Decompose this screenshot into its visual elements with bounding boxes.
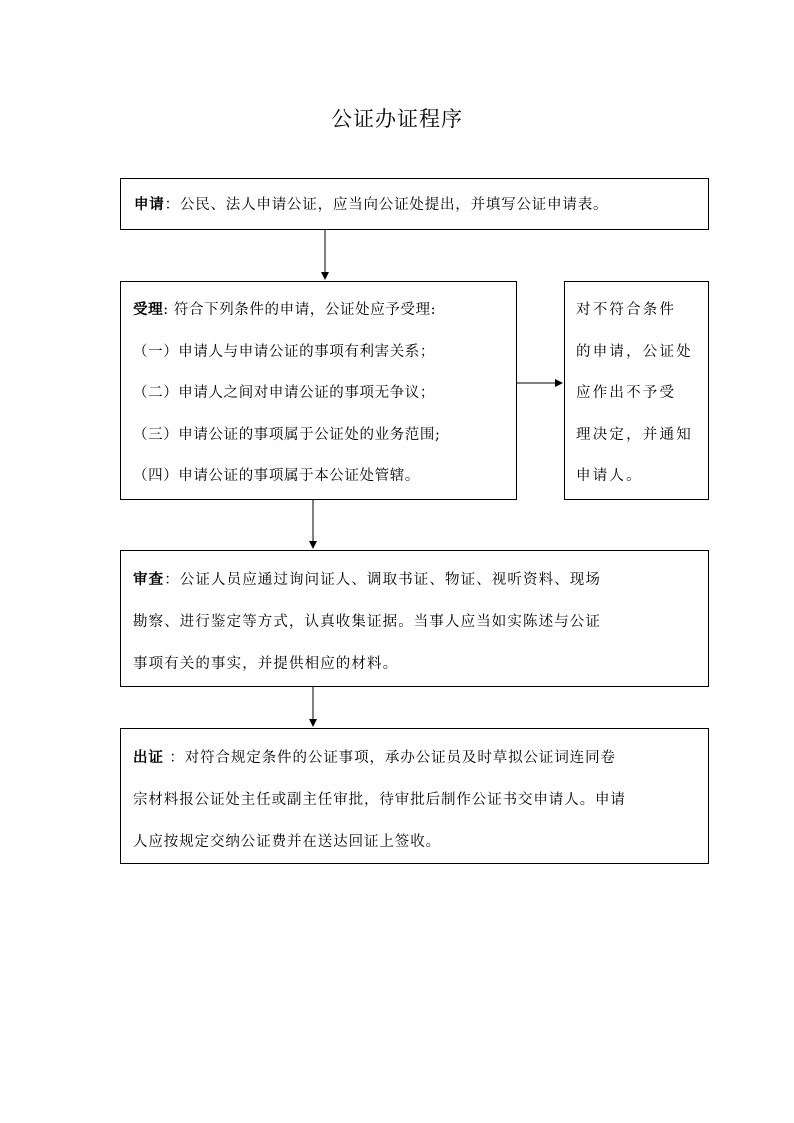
issue-first-line: [133, 746, 708, 788]
reject-box: [564, 281, 709, 500]
accept-label: 受理: [133, 301, 164, 318]
accept-box: [120, 281, 517, 500]
review-line1: ：公证人员应通过询问证人、调取书证、物证、视听资料、现场: [164, 572, 602, 588]
review-line: 勘察、进行鉴定等方式，认真收集证据。当事人应当如实陈述与公证: [133, 614, 601, 630]
apply-text: ：公民、法人申请公证，应当向公证处提出，并填写公证申请表。: [164, 197, 609, 213]
issue-box: [120, 728, 709, 864]
accept-item: （一）申请人与申请公证的事项有利害关系；: [133, 343, 435, 360]
issue-line1: ：对符合规定条件的公证事项，承办公证员及时草拟公证词连同卷: [163, 750, 616, 766]
issue-line: 人应按规定交纳公证费并在送达回证上签收。: [133, 834, 441, 850]
apply-label: 申请: [134, 196, 165, 213]
review-label: 审查: [133, 571, 165, 588]
review-first-line: [133, 568, 708, 610]
apply-box: [120, 178, 709, 230]
review-box: [120, 550, 709, 687]
issue-label: 出证: [133, 749, 164, 766]
reject-line: 对不符合条件: [576, 302, 677, 318]
reject-line: 的申请，公证处: [576, 343, 693, 360]
reject-line: 应作出不予受: [576, 385, 677, 401]
accept-item: （四）申请公证的事项属于本公证处管辖。: [133, 468, 420, 484]
page-title: 公证办证程序: [331, 107, 463, 131]
accept-intro: : 符合下列条件的申请，公证处应予受理:: [163, 302, 437, 318]
issue-line: 宗材料报公证处主任或副主任审批，待审批后制作公证书交申请人。申请: [133, 792, 626, 808]
review-line: 事项有关的事实，并提供相应的材料。: [133, 656, 399, 672]
accept-item: （二）申请人之间对申请公证的事项无争议；: [133, 385, 435, 401]
accept-item: （三）申请公证的事项属于公证处的业务范围;: [133, 426, 441, 443]
reject-line: 申请人。: [576, 468, 643, 484]
accept-intro-line: [133, 298, 516, 340]
reject-line: 理决定，并通知: [576, 426, 693, 443]
